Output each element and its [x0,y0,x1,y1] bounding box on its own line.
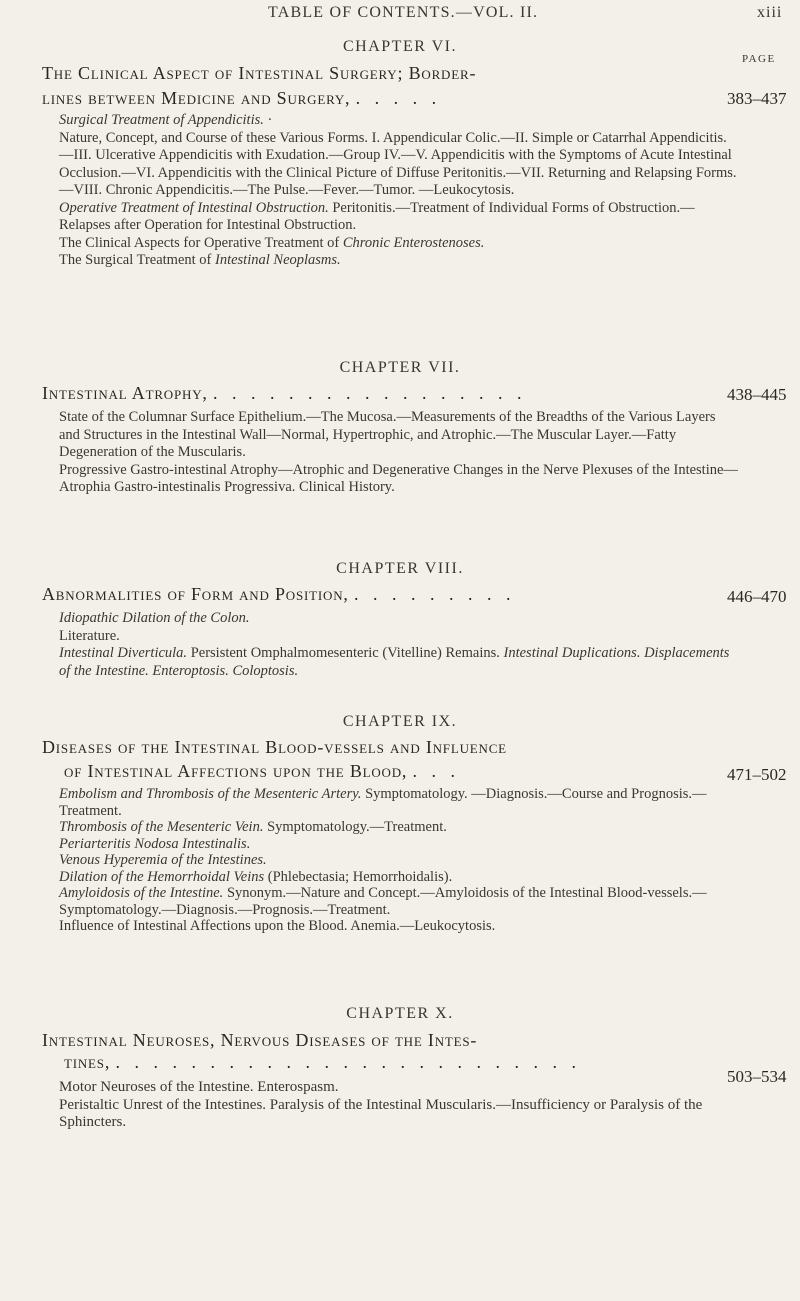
toc-entry: Periarteritis Nodosa Intestinalis. [59,835,251,852]
toc-entry: The Clinical Aspects for Operative Treatment of Chronic Enterostenoses. [59,234,485,251]
dot-leaders: . . . . . . . . . . . . . . . . . [213,383,527,403]
chapter-title-line: Diseases of the Intestinal Blood-vessels and Influence [42,737,507,757]
chapter-title-line [42,584,722,605]
toc-entry: Intestinal Diverticula. Persistent Omphalmomesenteric (Vitelline) Remains. Intestinal Duplications. Displacements of the Intestine. Enteroptosis. Coloptosis. [59,645,730,679]
toc-entry: Influence of Intestinal Affections upon the Blood. Anemia.—Leukocytosis. [59,918,496,934]
toc-entry: Nature, Concept, and Course of these Various Forms. I. Appendicular Colic.—II. Simple or Catarrhal Appendicitis.—III. Ulcerative Appendicitis with Exudation.—Group IV.—V. Appendicitis with the Symptoms of Acute Intestinal Occlusion.—VI. Appendicitis with the Clinical Picture of Diffuse Peritonitis.—VII. Returning and Relapsing Forms.—VIII. Chronic Appendicitis.—The Pulse.—Fever.—Tumor. —Leukocytosis. [59,129,737,198]
chapter-title-line [64,761,724,782]
chapter-contents [59,1079,739,1132]
chapter-title-line: The Clinical Aspect of Intestinal Surgery; Border- [42,63,477,83]
chapter-contents [59,786,739,935]
chapter-title-line: Intestinal Neuroses, Nervous Diseases of the Intes- [42,1030,478,1050]
toc-entry: Dilation of the Hemorrhoidal Veins (Phlebectasia; Hemorrhoidalis). [59,868,453,885]
toc-entry: Thrombosis of the Mesenteric Vein. Symptomatology.—Treatment. [59,819,447,835]
page-range: 438–445 [727,385,787,404]
page-range: 446–470 [727,587,787,606]
chapter-heading: CHAPTER X. [346,1005,454,1022]
toc-entry: Operative Treatment of Intestinal Obstruction. Peritonitis.—Treatment of Individual Forms of Obstruction.—Relapses after Operation for Intestinal Obstruction. [59,199,695,233]
page-number: xiii [757,4,783,21]
running-title: TABLE OF CONTENTS.—VOL. II. [268,4,539,21]
chapter-title-text: Intestinal Atrophy, [42,383,208,403]
chapter-contents [59,409,739,497]
page-range: 383–437 [727,89,787,108]
dot-leaders: . . . [412,761,461,781]
chapter-contents [59,610,739,680]
toc-entry: Motor Neuroses of the Intestine. Enterospasm. [59,1079,339,1095]
chapter-title-text: lines between Medicine and Surgery, [42,88,351,108]
chapter-heading: CHAPTER VII. [339,359,461,376]
chapter-title-line [42,88,722,109]
chapter-heading: CHAPTER VI. [343,38,457,55]
page-range: 503–534 [727,1067,787,1086]
chapter-contents [59,112,739,270]
page-column-label: PAGE [742,53,776,65]
dot-leaders: . . . . . . . . . [354,584,516,604]
page-range: 471–502 [727,765,787,784]
toc-entry: Idiopathic Dilation of the Colon. [59,610,250,626]
toc-entry: The Surgical Treatment of Intestinal Neoplasms. [59,252,341,268]
toc-entry: Surgical Treatment of Appendicitis. · [59,112,273,128]
toc-entry: State of the Columnar Surface Epithelium.—The Mucosa.—Measurements of the Breadths of the Various Layers and Structures in the Intestinal Wall—Normal, Hypertrophic, and Atrophic.—The Muscular Layer.—Fatty Degeneration of the Muscularis. [59,409,716,460]
toc-entry: Embolism and Thrombosis of the Mesenteric Artery. Symptomatology. —Diagnosis.—Course and Prognosis.—Treatment. [59,786,707,819]
chapter-title-line [64,1052,724,1073]
chapter-title-line [42,383,722,404]
toc-entry: Literature. [59,627,120,644]
dot-leaders: . . . . . [355,88,442,108]
toc-entry: Peristaltic Unrest of the Intestines. Paralysis of the Intestinal Muscularis.—Insufficiency or Paralysis of the Sphincters. [59,1096,703,1130]
toc-entry: Amyloidosis of the Intestine. Synonym.—Nature and Concept.—Amyloidosis of the Intestinal Blood-vessels.—Symptomatology.—Diagnosis.—Prognosis.—Treatment. [59,885,707,918]
toc-entry: Venous Hyperemia of the Intestines. [59,852,267,868]
dot-leaders: . . . . . . . . . . . . . . . . . . . . . . . . . [115,1052,581,1072]
chapter-heading: CHAPTER VIII. [336,560,464,577]
chapter-title-text: tines, [64,1052,111,1072]
chapter-title-text: Abnormalities of Form and Position, [42,584,349,604]
toc-entry: Progressive Gastro-intestinal Atrophy—Atrophic and Degenerative Changes in the Nerve Plexuses of the Intestine—Atrophia Gastro-intestinalis Progressiva. Clinical History. [59,461,738,495]
chapter-title-text: of Intestinal Affections upon the Blood, [64,761,408,781]
chapter-heading: CHAPTER IX. [342,713,458,730]
